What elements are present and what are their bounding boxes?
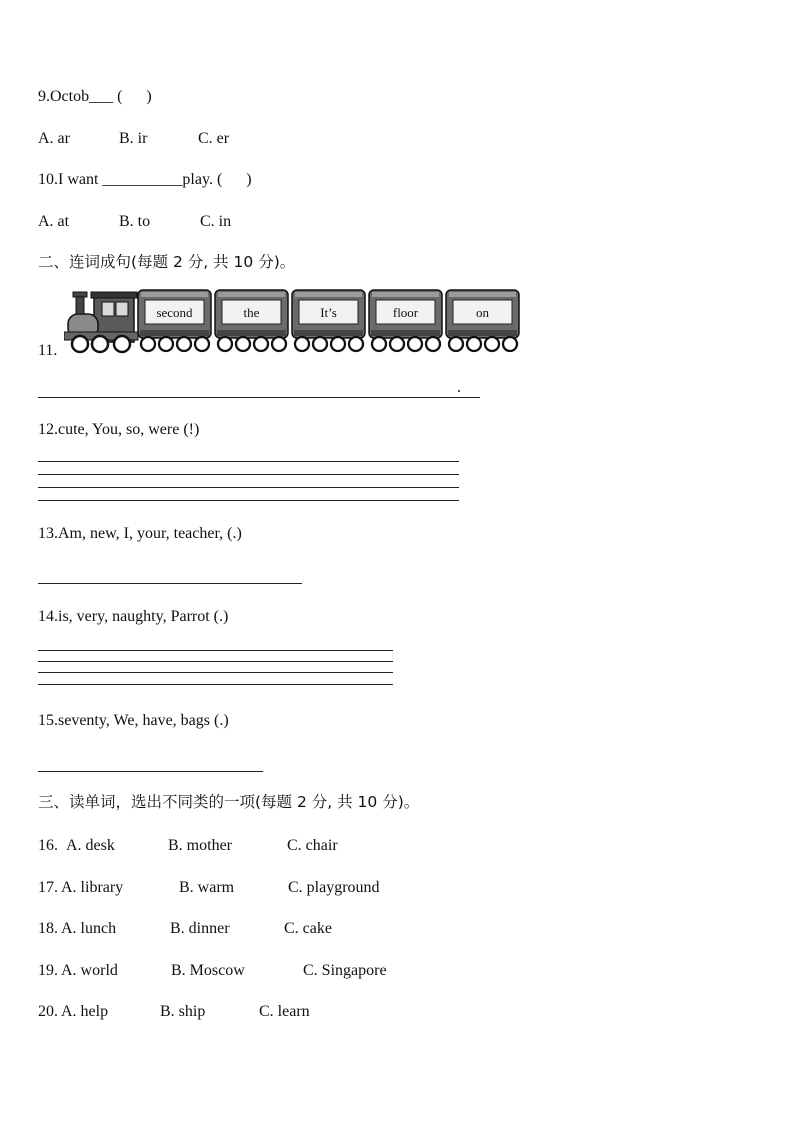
q12-answer-line-1: [38, 461, 459, 462]
wheel-icon: [236, 337, 250, 351]
q20-option-c: C. learn: [259, 1003, 310, 1020]
wheel-icon: [503, 337, 517, 351]
wheel-icon: [272, 337, 286, 351]
wheel-icon: [408, 337, 422, 351]
wheel-icon: [177, 337, 191, 351]
q18-option-c: C. cake: [284, 920, 332, 937]
wheel-icon: [195, 337, 209, 351]
q17-option-b: B. warm: [179, 879, 235, 896]
q16-option-c: C. chair: [287, 837, 338, 854]
q14-answer-line-3: [38, 672, 393, 673]
train-car-word: second: [156, 305, 193, 320]
q10-option-a: A. at: [38, 213, 70, 230]
q15-answer-line: [38, 771, 263, 772]
train-car: [138, 290, 211, 351]
train-car-word: on: [476, 305, 489, 320]
train-car: [446, 290, 519, 351]
wheel-icon: [295, 337, 309, 351]
question-16-number: 16.: [38, 837, 58, 854]
question-20-number: 20.: [38, 1003, 58, 1020]
wheel-icon: [426, 337, 440, 351]
q14-answer-line-2: [38, 661, 393, 662]
q13-answer-line: [38, 583, 302, 584]
q17-option-c: C. playground: [288, 879, 380, 896]
q10-option-b: B. to: [119, 213, 151, 230]
train-car-word: It’s: [320, 305, 337, 320]
train-car: [369, 290, 442, 351]
q12-answer-line-2: [38, 474, 459, 475]
locomotive-icon: [64, 292, 138, 352]
wheel-icon: [331, 337, 345, 351]
wheel-icon: [467, 337, 481, 351]
wheel-icon: [159, 337, 173, 351]
train-cars: [138, 290, 519, 351]
q11-answer-line: [38, 397, 480, 398]
q9-option-a: A. ar: [38, 130, 70, 147]
section-2-title: 二、连词成句(每题 2 分, 共 10 分)。: [38, 253, 296, 271]
question-10-stem: 10.I want __________play. ( ): [38, 171, 252, 188]
q12-answer-line-4: [38, 500, 459, 501]
q11-end-mark: .: [457, 379, 461, 396]
wheel-icon: [141, 337, 155, 351]
q18-option-b: B. dinner: [170, 920, 230, 937]
question-13-stem: 13.Am, new, I, your, teacher, (.): [38, 525, 242, 542]
wheel-icon: [313, 337, 327, 351]
question-15-stem: 15.seventy, We, have, bags (.): [38, 712, 229, 729]
train-car-word: floor: [392, 305, 419, 320]
q14-answer-line-1: [38, 650, 393, 651]
question-17-number: 17.: [38, 879, 58, 896]
wheel-icon: [349, 337, 363, 351]
q20-option-a: A. help: [61, 1003, 109, 1020]
question-19-number: 19.: [38, 962, 58, 979]
q20-option-b: B. ship: [160, 1003, 206, 1020]
q9-option-b: B. ir: [119, 130, 148, 147]
q14-answer-line-4: [38, 684, 393, 685]
wheel-icon: [485, 337, 499, 351]
wheel-icon: [390, 337, 404, 351]
q19-option-c: C. Singapore: [303, 962, 387, 979]
wheel-icon: [449, 337, 463, 351]
q18-option-a: A. lunch: [61, 920, 117, 937]
q19-option-a: A. world: [61, 962, 118, 979]
q10-option-c: C. in: [200, 213, 232, 230]
section-3-title: 三、读单词，选出不同类的一项(每题 2 分, 共 10 分)。: [38, 793, 420, 811]
question-14-stem: 14.is, very, naughty, Parrot (.): [38, 608, 229, 625]
question-18-number: 18.: [38, 920, 58, 937]
q9-option-c: C. er: [198, 130, 230, 147]
train-car: [292, 290, 365, 351]
train-car-word: the: [243, 305, 260, 320]
question-12-stem: 12.cute, You, so, were (!): [38, 421, 200, 438]
q17-option-a: A. library: [61, 879, 124, 896]
wheel-icon: [218, 337, 232, 351]
q16-option-a: A. desk: [66, 837, 115, 854]
wheel-icon: [254, 337, 268, 351]
train-car: [215, 290, 288, 351]
question-9-stem: 9.Octob___ ( ): [38, 88, 152, 105]
q12-answer-line-3: [38, 487, 459, 488]
train-illustration: [64, 288, 524, 356]
wheel-icon: [372, 337, 386, 351]
q19-option-b: B. Moscow: [171, 962, 245, 979]
question-11-number: 11.: [38, 342, 58, 359]
q16-option-b: B. mother: [168, 837, 232, 854]
